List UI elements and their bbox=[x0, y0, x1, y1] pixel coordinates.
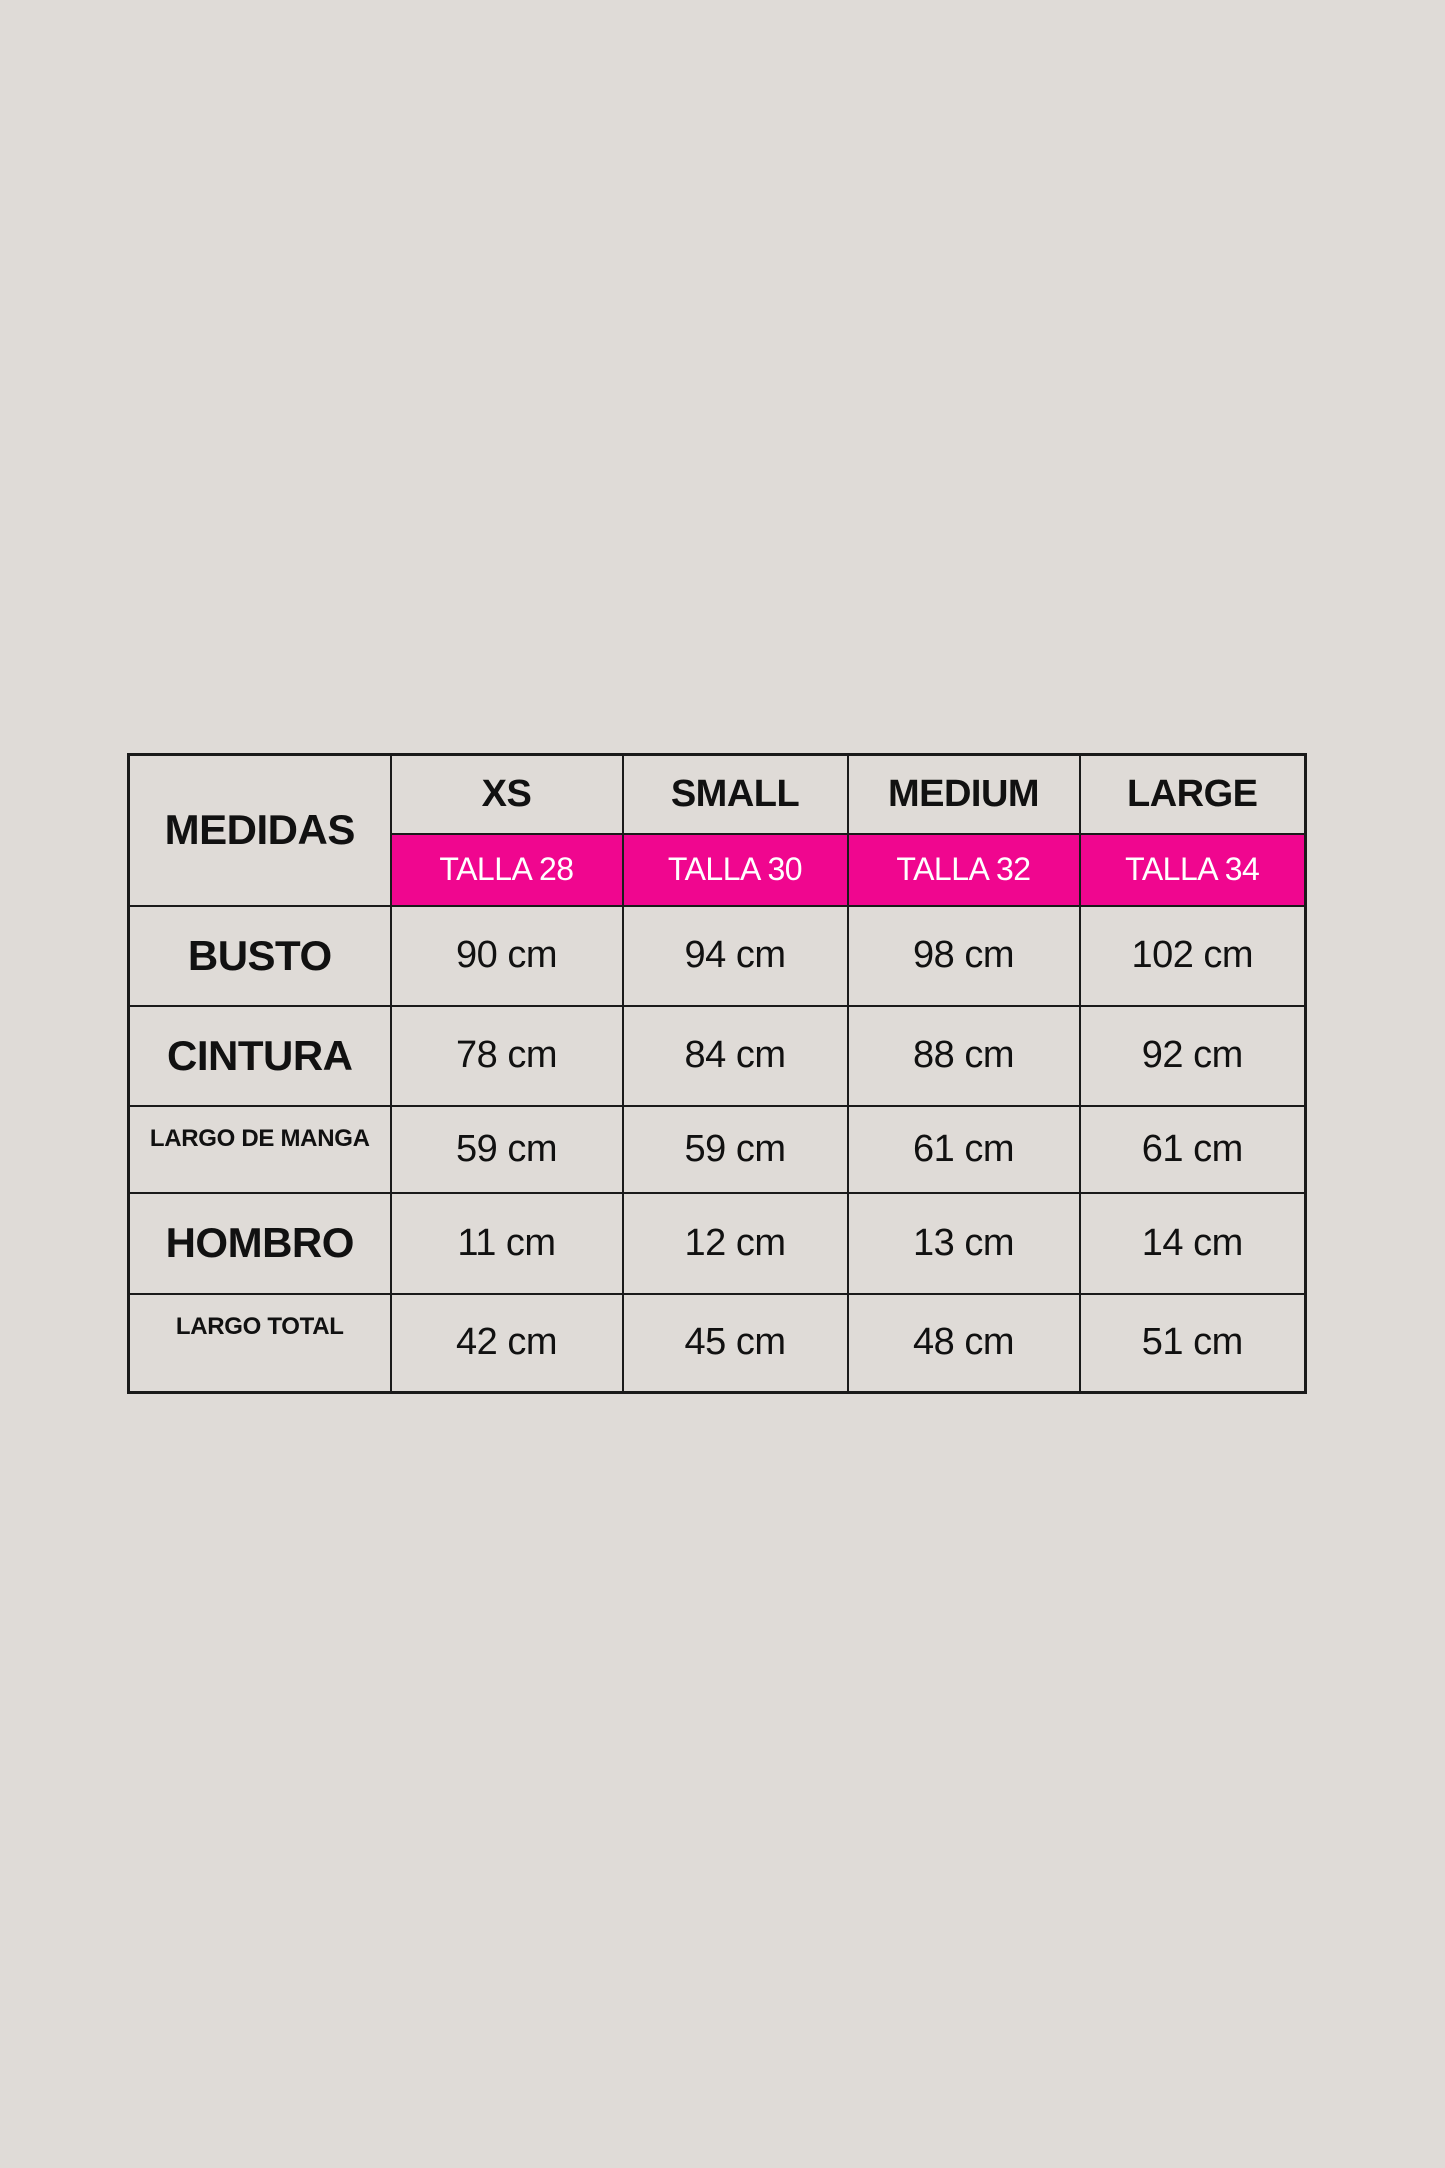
value-cell: 13 cm bbox=[848, 1193, 1080, 1294]
value-cell: 14 cm bbox=[1080, 1193, 1306, 1294]
value-cell: 45 cm bbox=[623, 1294, 848, 1393]
talla-label-small: TALLA 30 bbox=[623, 834, 848, 906]
size-header-small: SMALL bbox=[623, 755, 848, 834]
value-cell: 102 cm bbox=[1080, 906, 1306, 1006]
value-cell: 59 cm bbox=[623, 1106, 848, 1193]
value-cell: 84 cm bbox=[623, 1006, 848, 1106]
value-cell: 61 cm bbox=[1080, 1106, 1306, 1193]
value-cell: 90 cm bbox=[391, 906, 623, 1006]
value-cell: 94 cm bbox=[623, 906, 848, 1006]
talla-label-xs: TALLA 28 bbox=[391, 834, 623, 906]
size-name-row bbox=[129, 755, 1306, 834]
size-header-large: LARGE bbox=[1080, 755, 1306, 834]
row-label-largo-de-manga: LARGO DE MANGA bbox=[129, 1106, 391, 1193]
value-cell: 11 cm bbox=[391, 1193, 623, 1294]
value-cell: 12 cm bbox=[623, 1193, 848, 1294]
value-cell: 48 cm bbox=[848, 1294, 1080, 1393]
value-cell: 42 cm bbox=[391, 1294, 623, 1393]
table-row bbox=[129, 1294, 1306, 1393]
value-cell: 78 cm bbox=[391, 1006, 623, 1106]
medidas-header: MEDIDAS bbox=[129, 755, 391, 906]
value-cell: 92 cm bbox=[1080, 1006, 1306, 1106]
value-cell: 88 cm bbox=[848, 1006, 1080, 1106]
value-cell: 61 cm bbox=[848, 1106, 1080, 1193]
value-cell: 51 cm bbox=[1080, 1294, 1306, 1393]
row-label-hombro: HOMBRO bbox=[129, 1193, 391, 1294]
table-row bbox=[129, 1106, 1306, 1193]
talla-label-medium: TALLA 32 bbox=[848, 834, 1080, 906]
row-label-busto: BUSTO bbox=[129, 906, 391, 1006]
row-label-cintura: CINTURA bbox=[129, 1006, 391, 1106]
talla-label-large: TALLA 34 bbox=[1080, 834, 1306, 906]
size-header-medium: MEDIUM bbox=[848, 755, 1080, 834]
row-label-largo-total: LARGO TOTAL bbox=[129, 1294, 391, 1393]
table-row bbox=[129, 1006, 1306, 1106]
value-cell: 59 cm bbox=[391, 1106, 623, 1193]
table-row bbox=[129, 906, 1306, 1006]
table-row bbox=[129, 1193, 1306, 1294]
size-chart-table bbox=[127, 753, 1307, 1394]
size-header-xs: XS bbox=[391, 755, 623, 834]
value-cell: 98 cm bbox=[848, 906, 1080, 1006]
